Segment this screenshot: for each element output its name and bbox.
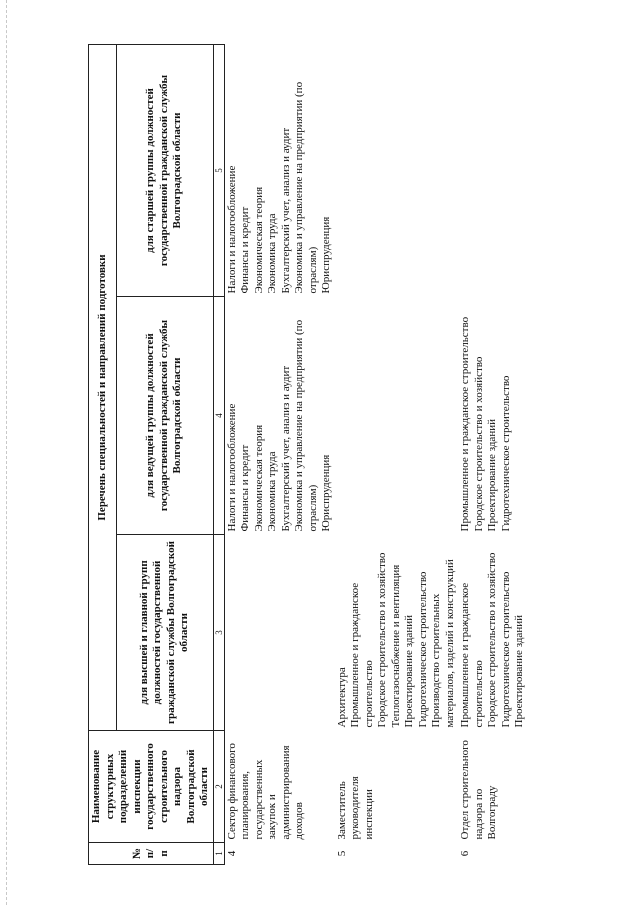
specialty-item: Проектирование зданий: [403, 615, 415, 728]
col-number: 4: [213, 297, 224, 535]
header-col5: для старшей группы должностей государственной гражданской службы Волгоградской области: [116, 45, 213, 297]
row-unit-name: Сектор финансового планирования, государственных закупок и администрирования доходов: [225, 743, 305, 840]
specialty-item: Гидротехническое строительство: [499, 571, 512, 728]
specialty-item: Экономика труда: [266, 213, 278, 294]
header-name: Наименование структурных подразделений инспекции государственного строительного надзора Волгоградской области: [89, 731, 214, 843]
specialty-item: Экономика и управление на предприятии (по отраслям): [293, 319, 319, 532]
col-number: 2: [213, 731, 224, 843]
specialty-item: Промышленное и гражданское строительство: [349, 582, 375, 728]
specialty-item: Юриспруденция: [320, 454, 332, 532]
specialty-item: Архитектура: [335, 667, 348, 728]
specialty-item: Налоги и налогообложение: [225, 403, 238, 532]
specialty-item: Налоги и налогообложение: [225, 165, 238, 294]
table-row: [224, 45, 335, 865]
specialty-item: Экономическая теория: [252, 186, 265, 294]
specialty-item: Промышленное и гражданское строительство: [459, 582, 485, 728]
specialty-item: Экономическая теория: [252, 424, 265, 532]
specialties-table: [88, 44, 528, 865]
specialty-item: Экономика и управление на предприятии (по отраслям): [293, 81, 319, 294]
specialty-item: Экономика труда: [266, 451, 278, 532]
row-number: 4: [225, 850, 238, 857]
specialty-item: Городское строительство и хозяйство: [486, 552, 498, 728]
specialty-item: Бухгалтерский учет, анализ и аудит: [279, 127, 292, 294]
specialty-item: Финансы и кредит: [239, 206, 251, 294]
row-col5-specialties: [335, 45, 459, 297]
specialty-item: Гидротехническое строительство: [416, 571, 429, 728]
row-col5-specialties: [224, 45, 335, 297]
specialty-item: Бухгалтерский учет, анализ и аудит: [279, 365, 292, 532]
table-body: [224, 45, 528, 865]
table-header: [89, 45, 225, 865]
row-col3-specialties: [458, 535, 528, 731]
header-col3: для высшей и главной групп должностей государственной гражданской службы Волгоградской области: [116, 535, 213, 731]
table-row: [335, 45, 459, 865]
row-number: 6: [459, 850, 471, 857]
col-number: 1: [213, 843, 224, 865]
specialty-item: Юриспруденция: [320, 216, 332, 294]
row-col3-specialties: [335, 535, 459, 731]
col-number: 3: [213, 535, 224, 731]
specialty-item: Городское строительство и хозяйство: [376, 552, 388, 728]
col-number: 5: [213, 45, 224, 297]
row-col4-specialties: [458, 297, 528, 535]
header-col4: для ведущей группы должностей государственной гражданской службы Волгоградской области: [116, 297, 213, 535]
specialty-item: Финансы и кредит: [239, 444, 251, 532]
specialty-item: Гидротехническое строительство: [499, 375, 512, 532]
row-unit-name: Отдел строительного надзора по Волгограду: [459, 740, 498, 840]
row-unit-name: Заместитель руководителя инспекции: [335, 776, 375, 840]
column-number-row: [213, 45, 224, 865]
specialty-item: Теплогазоснабжение и вентиляция: [389, 564, 402, 728]
row-number: 5: [335, 850, 348, 857]
row-col3-specialties: [224, 535, 335, 731]
row-col5-specialties: [458, 45, 528, 297]
row-col4-specialties: [335, 297, 459, 535]
header-group-title: Перечень специальностей и направлений подготовки: [89, 45, 117, 731]
row-col4-specialties: [224, 297, 335, 535]
specialty-item: Производство строительных материалов, изделий и конструкций: [430, 559, 456, 728]
specialty-item: Проектирование зданий: [486, 419, 498, 532]
specialty-item: Промышленное и гражданское строительство: [459, 316, 471, 532]
header-num: № п/п: [89, 843, 214, 865]
specialty-item: Проектирование зданий: [513, 615, 525, 728]
table-row: [458, 45, 528, 865]
specialty-item: Городское строительство и хозяйство: [472, 356, 485, 532]
